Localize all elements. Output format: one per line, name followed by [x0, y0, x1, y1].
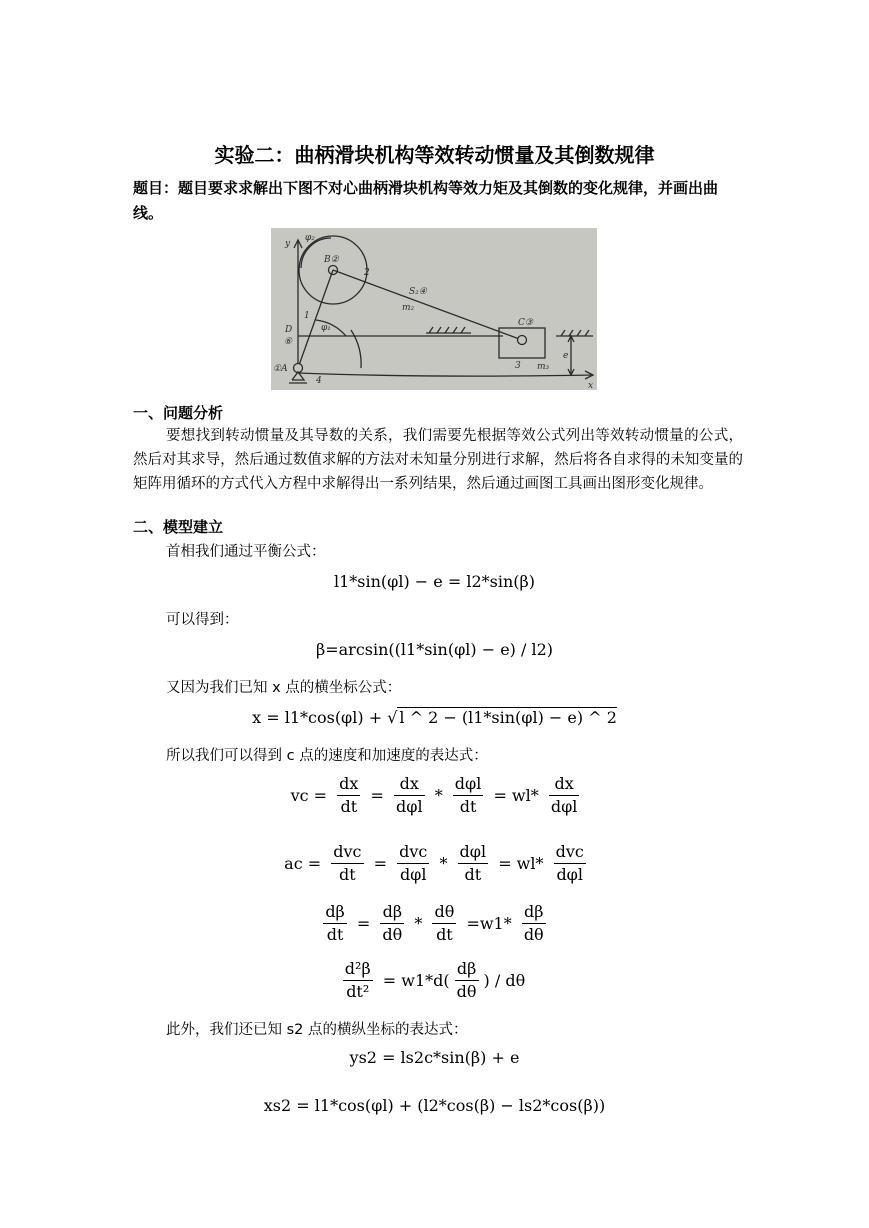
eq7-mid: = w1*d(	[382, 971, 450, 990]
eq5-lhs: ac =	[284, 854, 322, 873]
eq7-frac1: $\frac{\text{d²β}}{\text{dt²}}$	[344, 959, 371, 1001]
label-e: e	[563, 351, 569, 361]
eq4-frac4: $\frac{dx}{\text{dφl}}$	[550, 774, 578, 816]
model-intro-text: 首相我们通过平衡公式：	[166, 544, 326, 560]
label-A: ①A	[273, 364, 288, 374]
text-obtain: 可以得到：	[166, 612, 239, 628]
label-D: D	[285, 325, 293, 335]
equation-ac: ac = $\frac{\text{dvc}}{dt}$ = $\frac{\text{dvc}}{\text{dφl}}$ * $\frac{\text{dφl}}{dt}$ = wl* $\frac{\text{dvc}}{\text{dφl}}$	[284, 842, 584, 884]
equation-x	[0, 708, 869, 727]
eq5-frac2: $\frac{\text{dvc}}{\text{dφl}}$	[399, 842, 428, 884]
eq6-frac2: $\frac{d\beta}{d\theta}$	[382, 902, 403, 944]
label-6: ⑥	[284, 337, 293, 347]
eq7-frac2: $\frac{d\beta}{d\theta}$	[456, 959, 477, 1001]
text-x-coordinate: 又因为我们已知 x 点的横坐标公式：	[166, 680, 402, 696]
eq7-tail: ) / dθ	[483, 971, 526, 990]
label-C: C③	[518, 318, 533, 328]
label-m3: m₃	[537, 362, 550, 372]
eq5-frac1: $\frac{\text{dvc}}{dt}$	[333, 842, 362, 884]
equation-x-left: x = l1*cos(φl) +	[252, 708, 388, 727]
sqrt-sign: √	[387, 708, 398, 727]
eq5-mid: = wl*	[498, 854, 544, 873]
eq4-mid: = wl*	[493, 786, 539, 805]
eq6-mid: =w1*	[466, 914, 512, 933]
page-title: 实验二：曲柄滑块机构等效转动惯量及其倒数规律	[214, 143, 655, 167]
label-4: 4	[316, 376, 322, 386]
eq6-frac4: $\frac{d\beta}{d\theta}$	[523, 902, 544, 944]
eq6-frac3: $\frac{d\theta}{dt}$	[434, 902, 455, 944]
label-S2: S₂④	[409, 287, 427, 297]
label-y: y	[285, 239, 291, 249]
eq4-frac3: $\frac{\text{dφl}}{dt}$	[454, 774, 482, 816]
equation-dbeta: $\frac{d\beta}{dt}$ = $\frac{d\beta}{d\theta}$ * $\frac{d\theta}{dt}$ =w1* $\frac{d\beta}{d\theta}$	[325, 902, 544, 944]
text-s2-coordinates: 此外，我们还已知 s2 点的横纵坐标的表达式：	[166, 1022, 468, 1038]
equation-vc: vc = $\frac{dx}{dt}$ = $\frac{dx}{\text{dφl}}$ * $\frac{\text{dφl}}{dt}$ = wl* $\frac{dx}{\text{dφl}}$	[290, 774, 578, 816]
label-2: 2	[364, 268, 370, 278]
equation-x-sqrt: l ^ 2 − (l1*sin(φl) − e) ^ 2	[399, 708, 617, 727]
equation-balance: l1*sin(φl) − e = l2*sin(β)	[333, 572, 536, 591]
label-3: 3	[515, 361, 521, 371]
task-statement: 题目：题目要求求解出下图不对心曲柄滑块机构等效力矩及其倒数的变化规律，并画出曲线。	[133, 179, 719, 222]
section-heading-analysis: 一、问题分析	[133, 404, 224, 422]
equation-d2beta	[0, 958, 869, 1003]
label-B: B②	[324, 255, 339, 265]
x-axis-line	[298, 373, 593, 376]
eq5-frac3: $\frac{\text{dφl}}{dt}$	[459, 842, 487, 884]
eq4-frac2: $\frac{dx}{\text{dφl}}$	[396, 774, 423, 816]
guide-hatch	[429, 327, 465, 333]
eq4-lhs: vc =	[290, 786, 328, 805]
slider-crank-diagram	[271, 228, 597, 390]
label-1: 1	[304, 311, 310, 321]
equation-beta: β=arcsin((l1*sin(φl) − e) / l2)	[315, 640, 554, 659]
eq5-frac4: $\frac{\text{dvc}}{\text{dφl}}$	[555, 842, 584, 884]
analysis-paragraph: 要想找到转动惯量及其导数的关系，我们需要先根据等效公式列出等效转动惯量的公式，然后对其求导，然后通过数值求解的方法对未知量分别进行求解，然后将各自求得的未知变量的矩阵用循环的方式代入方程中求解得出一系列结果，然后通过画图工具画出图形变化规律。	[133, 428, 743, 492]
mechanism-figure	[271, 228, 597, 390]
section-heading-model: 二、模型建立	[133, 518, 224, 536]
eq6-frac1: $\frac{d\beta}{dt}$	[325, 902, 345, 944]
label-x: x	[588, 381, 594, 390]
connecting-rod	[333, 270, 522, 340]
joint-C	[518, 336, 527, 345]
label-phi1: φ₁	[321, 323, 331, 333]
equation-xs2: xs2 = l1*cos(φl) + (l2*cos(β) − ls2*cos(β))	[263, 1096, 606, 1115]
equation-ys2: ys2 = ls2c*sin(β) + e	[349, 1048, 520, 1067]
label-phi2: φ₂	[305, 233, 315, 243]
eq4-frac1: $\frac{dx}{dt}$	[339, 774, 359, 816]
guide-hatch-right	[561, 330, 589, 336]
text-velocity-acceleration: 所以我们可以得到 c 点的速度和加速度的表达式：	[166, 748, 488, 764]
label-m2: m₂	[402, 303, 415, 313]
